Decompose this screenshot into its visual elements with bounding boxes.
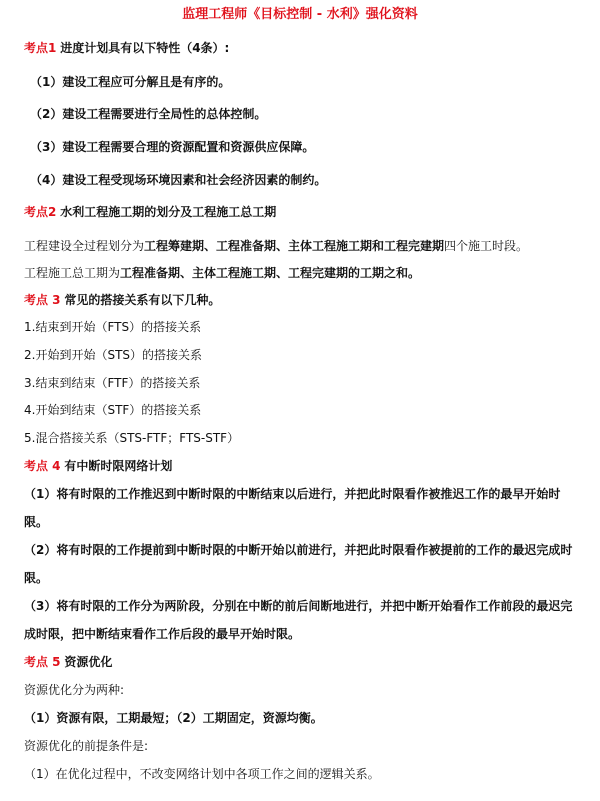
section-2-paragraph-1 <box>24 240 528 252</box>
section-2-label: 考点2 <box>24 205 57 219</box>
section-2-paragraph-2 <box>24 267 420 279</box>
section-4-heading <box>24 460 172 472</box>
section-2-heading <box>24 206 276 218</box>
section-2-p1-text-c: 四个施工时段。 <box>444 239 529 253</box>
section-4-item-1: （1）将有时限的工作推迟到中断时限的中断结束以后进行，并把此时限看作被推迟工作的最早开始时限。 <box>24 487 561 529</box>
section-4-item-3: （3）将有时限的工作分为两阶段，分别在中断的前后间断地进行，并把中断开始看作工作前段的最迟完成时限，把中断结束看作工作后段的最早开始时限。 <box>24 599 573 641</box>
section-4-title: 有中断时限网络计划 <box>64 459 173 473</box>
section-2-p1-text-a: 工程建设全过程划分为 <box>24 239 145 253</box>
section-1-item-4: （4）建设工程受现场环境因素和社会经济因素的制约。 <box>30 173 327 187</box>
section-3-item-5: 5.混合搭接关系（STS-FTF；FTS-STF） <box>24 431 240 445</box>
document-title: 监理工程师《目标控制 - 水利》强化资料 <box>182 7 418 22</box>
section-5-title: 资源优化 <box>64 655 113 669</box>
section-5-paragraph-3: 资源优化的前提条件是: <box>24 739 149 753</box>
section-2-title: 水利工程施工期的划分及工程施工总工期 <box>60 205 277 219</box>
section-3-label: 考点 3 <box>24 293 61 307</box>
section-1-label: 考点1 <box>24 41 57 55</box>
section-5-heading <box>24 656 112 668</box>
section-4-label: 考点 4 <box>24 459 61 473</box>
section-5-paragraph-2: （1）资源有限，工期最短；（2）工期固定，资源均衡。 <box>24 711 323 725</box>
section-1-item-3: （3）建设工程需要合理的资源配置和资源供应保障。 <box>30 140 315 154</box>
section-5-paragraph-4: （1）在优化过程中，不改变网络计划中各项工作之间的逻辑关系。 <box>24 767 380 781</box>
section-2-p1-text-b: 工程筹建期、工程准备期、主体工程施工期和工程完建期 <box>144 239 445 253</box>
section-1-title: 进度计划具有以下特性（4条）: <box>60 41 230 55</box>
section-4-item-2: （2）将有时限的工作提前到中断时限的中断开始以前进行，并把此时限看作被提前的工作的最迟完成时限。 <box>24 543 573 585</box>
section-1-heading <box>24 42 229 54</box>
section-3-item-3: 3.结束到结束（FTF）的搭接关系 <box>24 376 201 390</box>
section-3-item-4: 4.开始到结束（STF）的搭接关系 <box>24 403 202 417</box>
section-1-item-1: （1）建设工程应可分解且是有序的。 <box>30 75 231 89</box>
section-3-item-1: 1.结束到开始（FTS）的搭接关系 <box>24 320 202 334</box>
section-5-label: 考点 5 <box>24 655 61 669</box>
section-2-p2-text-a: 工程施工总工期为 <box>24 266 121 280</box>
section-2-p2-text-b: 工程准备期、主体工程施工期、工程完建期的工期之和。 <box>120 266 421 280</box>
section-1-item-2: （2）建设工程需要进行全局性的总体控制。 <box>30 107 267 121</box>
section-3-item-2: 2.开始到开始（STS）的搭接关系 <box>24 348 203 362</box>
section-3-heading <box>24 294 220 306</box>
section-5-paragraph-1: 资源优化分为两种: <box>24 683 125 697</box>
section-3-title: 常见的搭接关系有以下几种。 <box>64 293 221 307</box>
